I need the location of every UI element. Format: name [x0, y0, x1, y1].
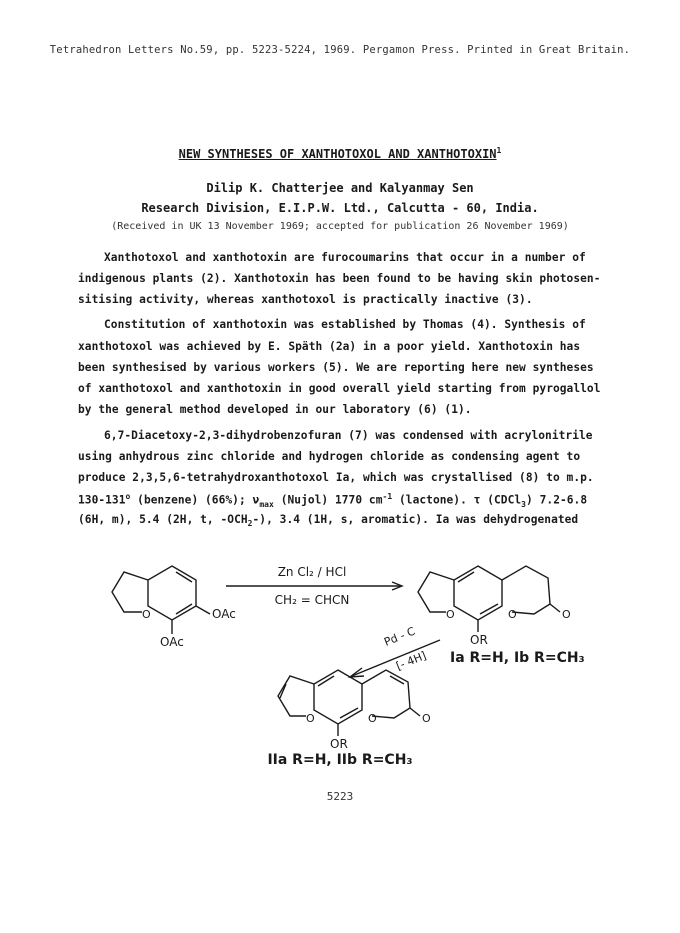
carbonyl-oxygen-label: O	[562, 608, 571, 621]
body-line: by the general method developed in our laboratory (6) (1).	[78, 403, 472, 416]
reagent-bottom-label: CH₂ = CHCN	[274, 593, 350, 607]
affiliation: Research Division, E.I.P.W. Ltd., Calcutta - 60, India.	[141, 201, 539, 215]
title-footnote: 1	[496, 146, 502, 155]
body-line: produce 2,3,5,6-tetrahydroxanthotoxol Ia, which was crystallised (8) to m.p.	[78, 471, 594, 484]
ring-oxygen-label: O	[142, 608, 151, 621]
minus-4h-label: [- 4H]	[394, 648, 429, 673]
page-number: 5223	[326, 790, 354, 803]
authors: Dilip K. Chatterjee and Kalyanmay Sen	[206, 181, 474, 195]
body-line: 6,7-Diacetoxy-2,3-dihydrobenzofuran (7) was condensed with acrylonitrile	[104, 429, 593, 442]
carbonyl-oxygen-label: O	[422, 712, 431, 725]
body-line: using anhydrous zinc chloride and hydrogen chloride as condensing agent to	[78, 450, 581, 463]
title-text: NEW SYNTHESES OF XANTHOTOXOL AND XANTHOTOXIN	[178, 147, 497, 161]
oac-bottom-label: OAc	[160, 635, 184, 649]
body-line: indigenous plants (2). Xanthotoxin has been found to be having skin photosen-	[78, 272, 601, 285]
body-line: Constitution of xanthotoxin was established by Thomas (4). Synthesis of	[104, 318, 586, 331]
ring-oxygen-label: O	[306, 712, 315, 725]
journal-header: Tetrahedron Letters No.59, pp. 5223-5224, 1969. Pergamon Press. Printed in Great Britain.	[49, 44, 631, 56]
or-label-I: OR	[470, 633, 488, 647]
ring-oxygen-label: O	[446, 608, 455, 621]
reaction-scheme	[0, 548, 680, 768]
oac-right-label: OAc	[212, 607, 236, 621]
pd-c-label: Pd - C	[382, 624, 418, 649]
body-line: sitising activity, whereas xanthotoxol is practically inactive (3).	[78, 293, 533, 306]
product-II-structure	[278, 670, 420, 736]
received-date: (Received in UK 13 November 1969; accepted for publication 26 November 1969)	[111, 221, 569, 232]
product-I-label: Ia R=H, Ib R=CH₃	[450, 650, 585, 666]
reagent-top-label: Zn Cl₂ / HCl	[277, 565, 347, 579]
product-II-label: IIa R=H, IIb R=CH₃	[267, 752, 413, 768]
ring-oxygen-label: O	[368, 712, 377, 725]
or-label-II: OR	[330, 737, 348, 751]
paper-title	[0, 146, 680, 161]
ring-oxygen-label: O	[508, 608, 517, 621]
body-line: 130-131$^o$ (benzene) (66%); $\nu_{max}$ (Nujol) 1770 $cm^{-1}$ (lactone). τ (CDCl$_3$) 7.2-6.8	[78, 492, 588, 509]
starting-material-structure	[112, 566, 210, 634]
product-I-structure	[418, 566, 560, 632]
body-line: (6H, m), 5.4 (2H, t, $-OCH_2-$), 3.4 (1H, s, aromatic). Ia was dehydrogenated	[78, 513, 579, 529]
body-line: of xanthotoxol and xanthotoxin in good overall yield starting from pyrogallol	[78, 382, 601, 395]
body-line: xanthotoxol was achieved by E. Späth (2a) in a poor yield. Xanthotoxin has	[78, 340, 581, 353]
body-line: Xanthotoxol and xanthotoxin are furocoumarins that occur in a number of	[104, 251, 586, 264]
body-line: been synthesised by various workers (5). We are reporting here new syntheses	[78, 361, 594, 374]
